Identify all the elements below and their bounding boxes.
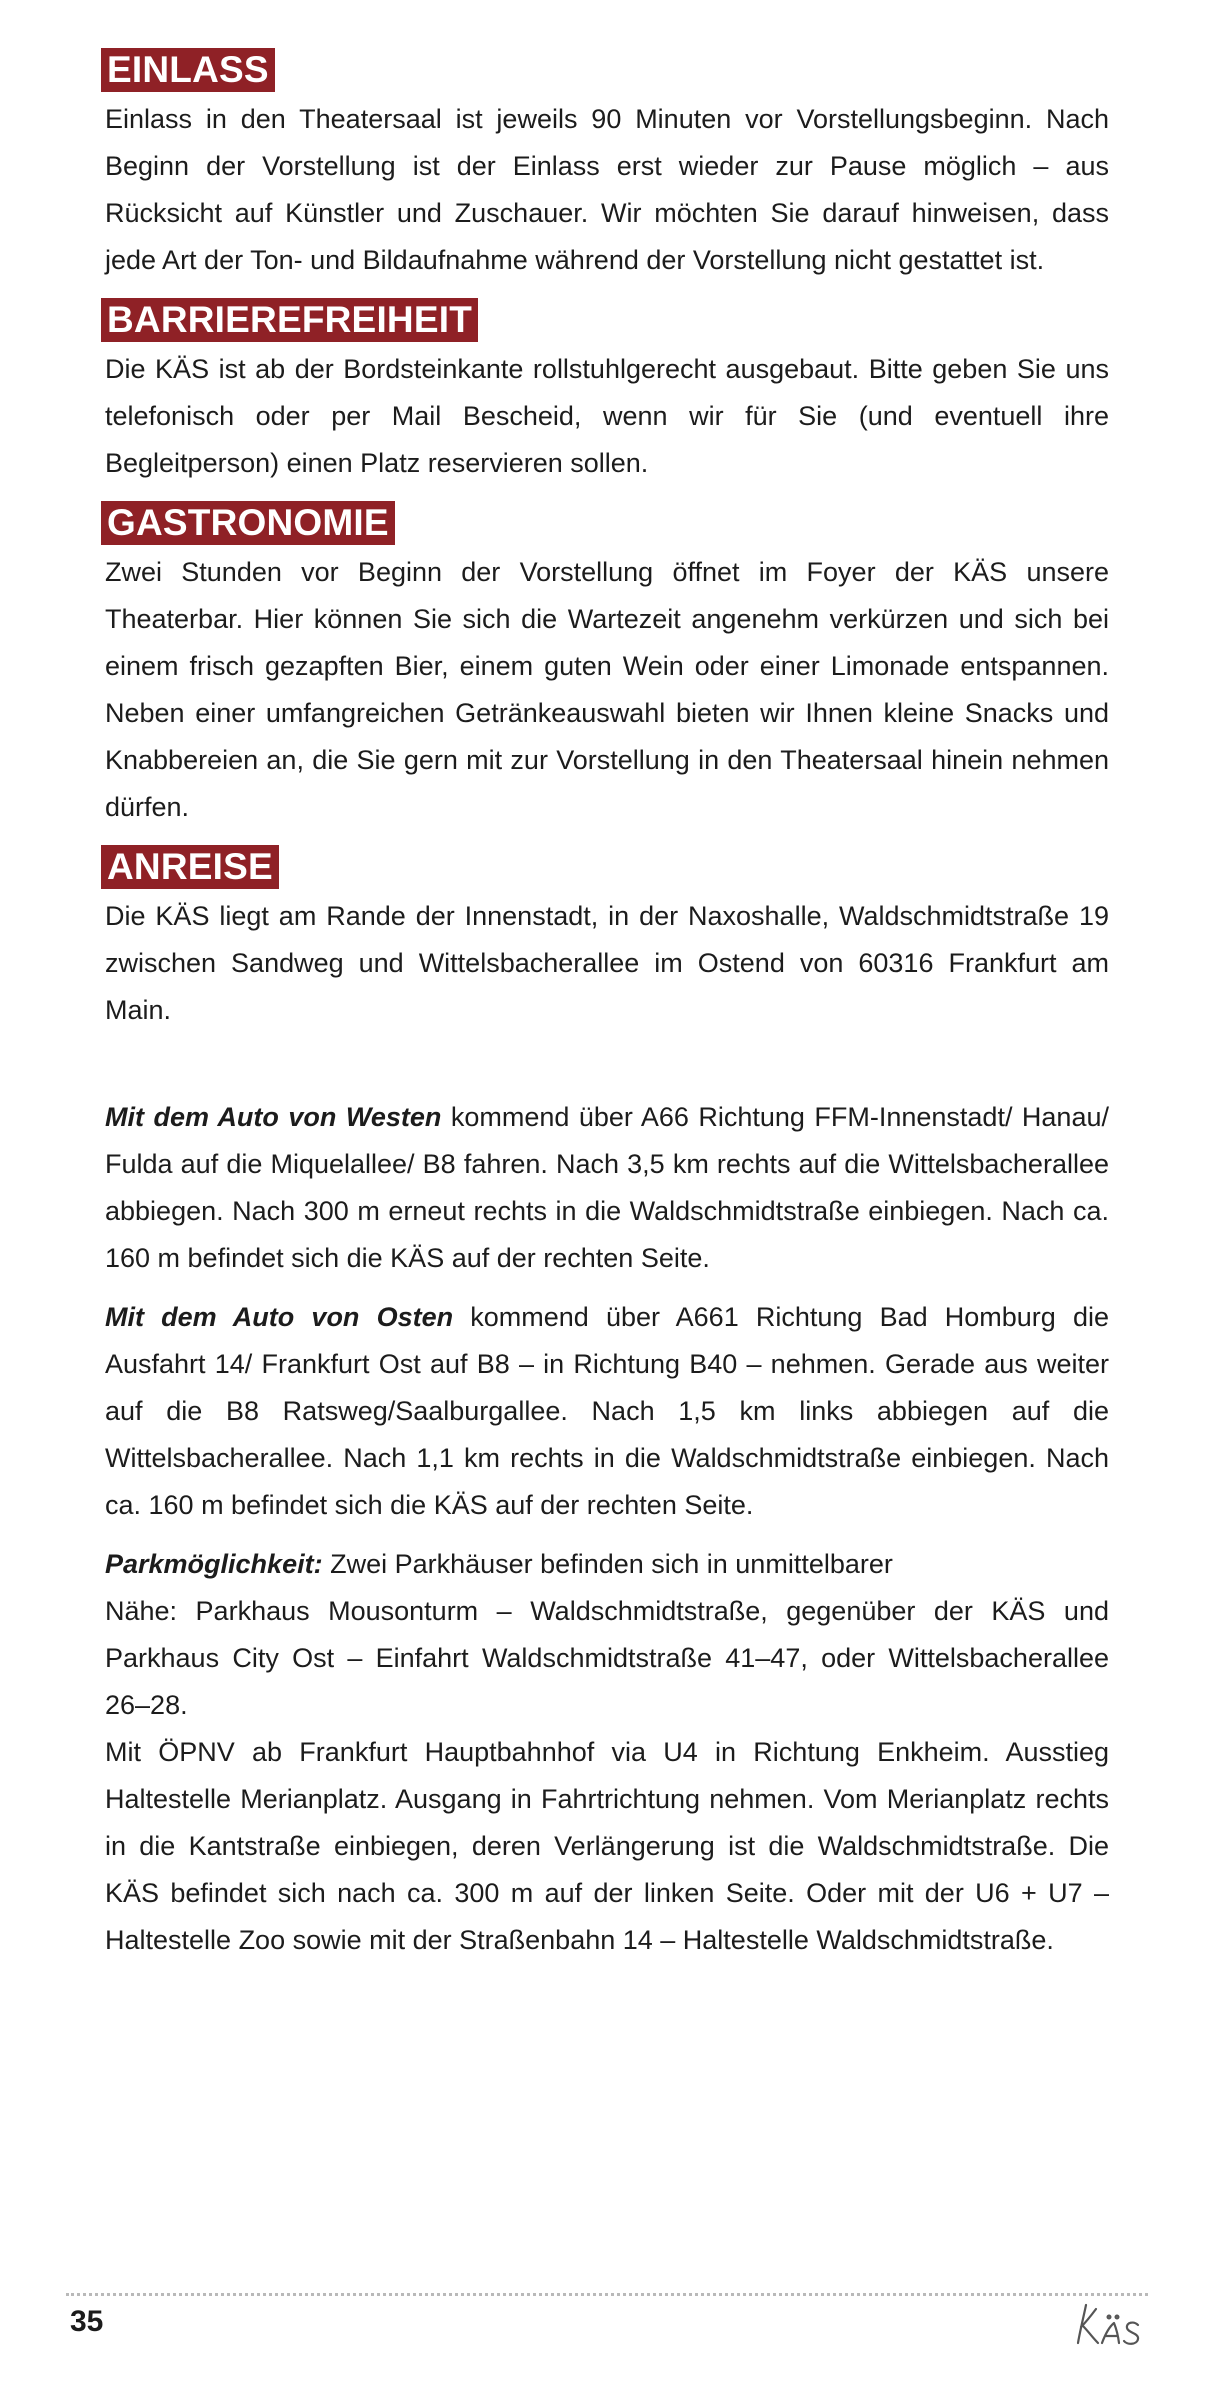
kas-logo (1072, 2295, 1152, 2355)
section-text: Die KÄS liegt am Rande der Innenstadt, in der Naxoshalle, Waldschmidtstraße 19 zwischen Sandweg und Wittelsbacherallee im Ostend von 60316 Frankfurt am Main. (105, 901, 1109, 1025)
public-transport: Mit ÖPNV ab Frankfurt Hauptbahnhof via U4 in Richtung Enkheim. Ausstieg Haltestelle Merianplatz. Ausgang in Fahrtrichtung nehmen. Vom Merianplatz rechts in die Kantstraße einbiegen, deren Verlängerung ist die Waldschmidtstraße. Die KÄS befindet sich nach ca. 300 m auf der linken Seite. Oder mit der U6 + U7 – Haltestelle Zoo sowie mit der Straßenbahn 14 – Haltestelle Waldschmidtstraße. (105, 1737, 1109, 1955)
section-gastronomie (101, 501, 1109, 831)
directions-east-text: kommend über A661 Richtung Bad Homburg die Ausfahrt 14/ Frankfurt Ost auf B8 – in Richtung B40 – nehmen. Gerade aus weiter auf die B8 Ratsweg/Saalburgallee. Nach 1,5 km links abbiegen auf die Wittelsbacherallee. Nach 1,1 km rechts in die Waldschmidtstraße einbiegen. Nach ca. 160 m befindet sich die KÄS auf der rechten Seite. (105, 1302, 1109, 1520)
parking-lead: Parkmöglichkeit: (105, 1549, 323, 1579)
section-text: Zwei Stunden vor Beginn der Vorstellung öffnet im Foyer der KÄS unsere Theaterbar. Hier können Sie sich die Wartezeit angenehm verkürzen und sich bei einem frisch gezapften Bier, einem guten Wein oder einer Limonade entspannen. Neben einer umfangreichen Getränkeauswahl bieten wir Ihnen kleine Snacks und Knabbereien an, die Sie gern mit zur Vorstellung in den Theatersaal hinein nehmen dürfen. (105, 557, 1109, 822)
section-heading: BARRIEREFREIHEIT (101, 298, 478, 342)
directions-east (101, 1294, 1109, 1529)
section-text: Einlass in den Theatersaal ist jeweils 90 Minuten vor Vorstellungsbeginn. Nach Beginn der Vorstellung ist der Einlass erst wieder zur Pause möglich – aus Rücksicht auf Künstler und Zuschauer. Wir möchten Sie darauf hinweisen, dass jede Art der Ton- und Bildaufnahme während der Vorstellung nicht gestattet ist. (105, 104, 1109, 275)
parking-info (101, 1541, 1109, 1588)
parking-line1: Zwei Parkhäuser befinden sich in unmittelbarer (322, 1549, 893, 1579)
parking-details: Nähe: Parkhaus Mousonturm – Waldschmidtstraße, gegenüber der KÄS und Parkhaus City Ost – Einfahrt Waldschmidtstraße 41–47, oder Wittelsbacherallee 26–28. (105, 1596, 1109, 1720)
section-anreise (101, 845, 1109, 1034)
footer-divider (66, 2293, 1148, 2296)
section-barrierefreiheit (101, 298, 1109, 487)
section-heading: GASTRONOMIE (101, 501, 395, 545)
directions-west-text: kommend über A66 Richtung FFM-Innenstadt/ Hanau/ Fulda auf die Miquelallee/ B8 fahren. Nach 3,5 km rechts auf die Wittelsbacherallee abbiegen. Nach 300 m erneut rechts in die Waldschmidtstraße einbiegen. Nach ca. 160 m befindet sich die KÄS auf der rechten Seite. (105, 1102, 1109, 1273)
directions-west (101, 1094, 1109, 1282)
section-einlass (101, 48, 1109, 284)
directions-west-lead: Mit dem Auto von Westen (105, 1102, 442, 1132)
directions-east-lead: Mit dem Auto von Osten (105, 1302, 454, 1332)
page-content (101, 48, 1109, 1964)
page-number: 35 (70, 2305, 104, 2338)
section-heading: EINLASS (101, 48, 275, 92)
section-heading: ANREISE (101, 845, 279, 889)
section-text: Die KÄS ist ab der Bordsteinkante rollstuhlgerecht ausgebaut. Bitte geben Sie uns telefonisch oder per Mail Bescheid, wenn wir für Sie (und eventuell ihre Begleitperson) einen Platz reservieren sollen. (105, 354, 1109, 478)
